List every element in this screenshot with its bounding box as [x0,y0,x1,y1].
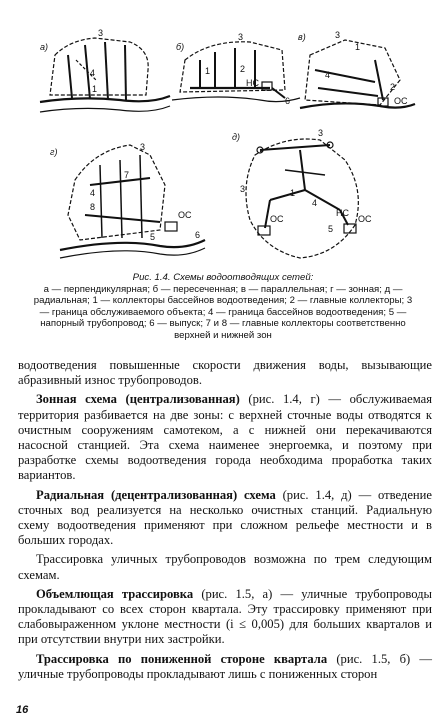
paragraph-2 [18,392,432,483]
term-zonal-scheme: Зонная схема (централизованная) [36,392,240,407]
figure-1-4 [0,0,441,268]
figure-ref: (рис. 1.5, а) [193,586,273,601]
panel-b-label-2: 2 [240,64,246,74]
panel-c-label-1: 1 [355,42,361,52]
figure-ref: (рис. 1.4, г) [239,392,320,407]
panel-d-label-nc: НС [336,208,349,218]
panel-d-label-3-left: 3 [240,184,246,194]
panel-g-letter: г) [50,147,58,157]
term-radial-scheme: Радиальная (децентрализованная) схема [36,487,276,502]
panel-b [172,42,300,102]
panel-a-label-3: 3 [98,28,104,38]
panel-d [246,139,358,258]
paragraph-5-text: — уличные трубопроводы прокладывают со всех сторон квартала. Эту трассировку применяют при слабовыраженном уклоне местности (i ≤ 0,005) для больших кварталов и при отсутствии внутри них застройки. [18,586,432,647]
panel-c-letter: в) [298,32,306,42]
paragraph-6-text: — уличные трубопроводы прокладывают лишь с пониженных сторон [18,651,433,681]
panel-g-label-oc: ОС [178,210,192,220]
page-number: 16 [16,704,29,716]
panel-b-label-3: 3 [238,32,244,42]
panel-c-label-2: 2 [390,82,396,92]
panel-d-label-oc-right: ОС [358,214,372,224]
paragraph-2-text: — обслуживаемая территория разбивается на две зоны: с верхней сточные воды отводятся к очистным сооружениям самотеком, а с нижней они перекачиваются насосной станцией. Эта схема наименее энергоемка, и поэтому при разработке схемы водоотведения города необходима проработка таких вариантов. [18,392,432,483]
panel-b-label-1: 1 [205,66,211,76]
term-lower-side-tracing: Трассировка по пониженной стороне квартала [36,651,328,666]
panel-g-label-4: 4 [90,188,96,198]
paragraph-6 [18,652,432,682]
panel-g [60,145,205,258]
panel-g-label-5: 5 [150,232,156,242]
panel-d-label-5: 5 [328,224,334,234]
paragraph-4: Трассировка уличных трубопроводов возможна по трем следующим схемам. [18,552,432,582]
body-text [18,358,432,686]
panel-d-label-oc-left: ОС [270,214,284,224]
panel-d-label-4: 4 [312,198,318,208]
panel-b-label-6: 6 [285,96,291,106]
panel-a-label-1: 1 [92,84,98,94]
panel-a-letter: а) [40,42,49,52]
panel-d-label-3-top: 3 [318,128,324,138]
term-enveloping-tracing: Объемлющая трассировка [36,586,194,601]
caption-text: а — перпендикулярная; б — пересеченная; в — параллельная; г — зонная; д — радиальная; 1 — коллекторы бассейнов водоотведения; 2 — главные коллекторы; 3 — граница обслуживаемого объекта; 4 — граница бассейнов водоотведения; 5 — напорный трубопровод; 6 — выпуск; 7 и 8 — главные коллекторы соответственно верхней и нижней зон [33,283,413,341]
panel-g-label-3: 3 [140,142,146,152]
panel-b-letter: б) [176,42,185,52]
panel-d-letter: д) [232,132,240,142]
panel-c-label-oc: ОС [394,96,408,106]
paragraph-3-text: — отведение сточных вод реализуется на несколько очистных станций. Радиальную схему водоотведения применяют при сложном рельефе местности и в больших городах. [18,487,433,548]
panel-d-label-1: 1 [290,188,296,198]
caption-title: Рис. 1.4. Схемы водоотводящих сетей: [132,272,314,283]
panel-g-label-7: 7 [124,170,130,180]
panel-g-label-8: 8 [90,202,96,212]
panel-g-label-6: 6 [195,230,201,240]
panel-b-label-nc: НС [246,78,259,88]
figure-caption [28,272,418,342]
panel-a [40,38,170,112]
paragraph-1: водоотведения повышенные скорости движения воды, вызывающие абразивный износ трубопроводов. [18,358,432,388]
sewer-schemes-diagram [0,0,441,268]
figure-ref: (рис. 1.5, б) [327,651,411,666]
paragraph-3 [18,488,432,549]
panel-a-label-4: 4 [90,68,96,78]
panel-c-label-4: 4 [325,70,331,80]
paragraph-5 [18,587,432,648]
figure-ref: (рис. 1.4, д) [275,487,352,502]
panel-c-label-3: 3 [335,30,341,40]
